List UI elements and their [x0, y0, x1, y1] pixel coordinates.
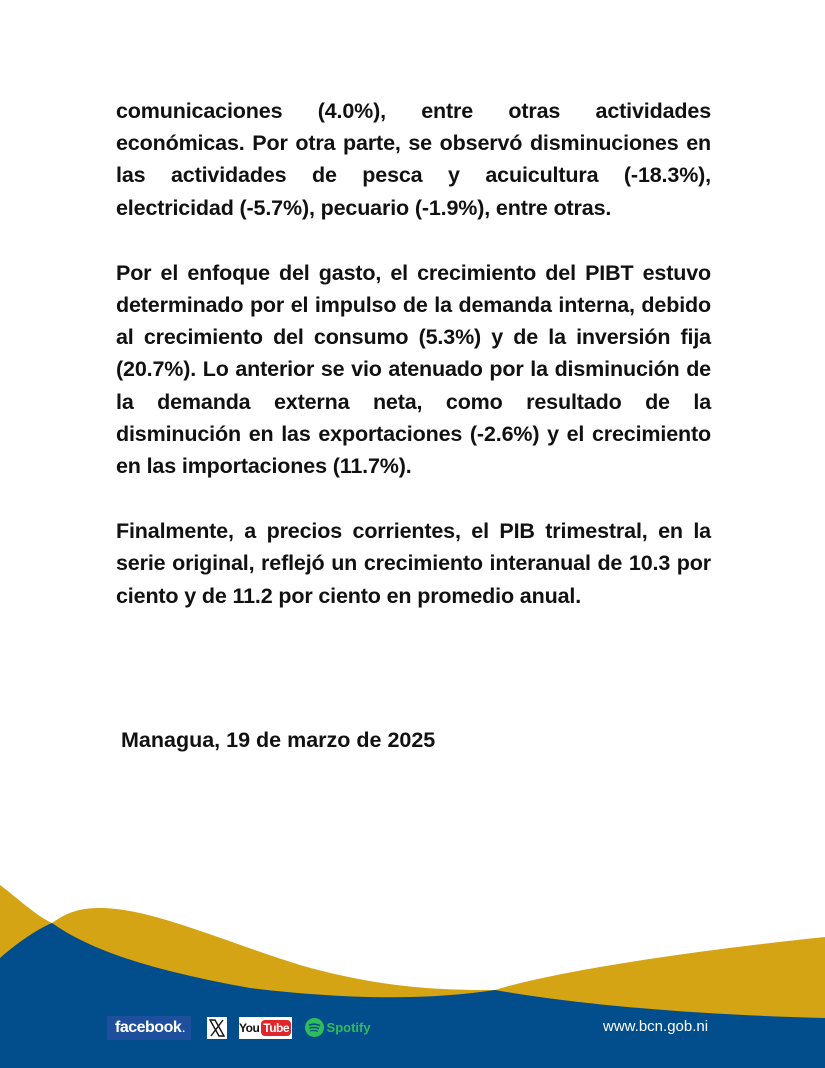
- document-body: [116, 95, 711, 645]
- social-links: [107, 1015, 371, 1040]
- spotify-link[interactable]: [305, 1018, 371, 1037]
- x-link[interactable]: [207, 1017, 227, 1039]
- facebook-logo-dot: .: [182, 1023, 185, 1035]
- youtube-logo-you: You: [239, 1020, 260, 1035]
- paragraph-expenditure: Por el enfoque del gasto, el crecimiento del PIBT estuvo determinado por el impulso de la demanda interna, debido al crecimiento del consumo (5.3%) y de la inversión fija (20.7%). Lo anterior se vio atenuado por la disminución de la demanda externa neta, como resultado de la disminución en las exportaciones (-2.6%) y el crecimiento en las importaciones (11.7%).: [116, 260, 711, 479]
- spotify-icon: [305, 1018, 324, 1037]
- paragraph-activities: comunicaciones (4.0%), entre otras actividades económicas. Por otra parte, se observó disminuciones en las actividades de pesca y acuicultura (-18.3%), electricidad (-5.7%), pecuario (-1.9%), entre otras.: [116, 99, 711, 220]
- website-link[interactable]: www.bcn.gob.ni: [603, 1018, 709, 1035]
- spotify-label: Spotify: [326, 1020, 371, 1035]
- youtube-logo-tube: Tube: [263, 1020, 290, 1035]
- paragraph-current-prices: Finalmente, a precios corrientes, el PIB trimestral, en la serie original, reflejó un crecimiento interanual de 10.3 por ciento y de 11.2 por ciento en promedio anual.: [116, 519, 711, 608]
- x-logo-icon: [209, 1019, 225, 1037]
- youtube-link[interactable]: [239, 1017, 292, 1039]
- facebook-logo-text: facebook: [115, 1018, 182, 1036]
- facebook-link[interactable]: [107, 1016, 191, 1040]
- dateline: Managua, 19 de marzo de 2025: [121, 728, 436, 752]
